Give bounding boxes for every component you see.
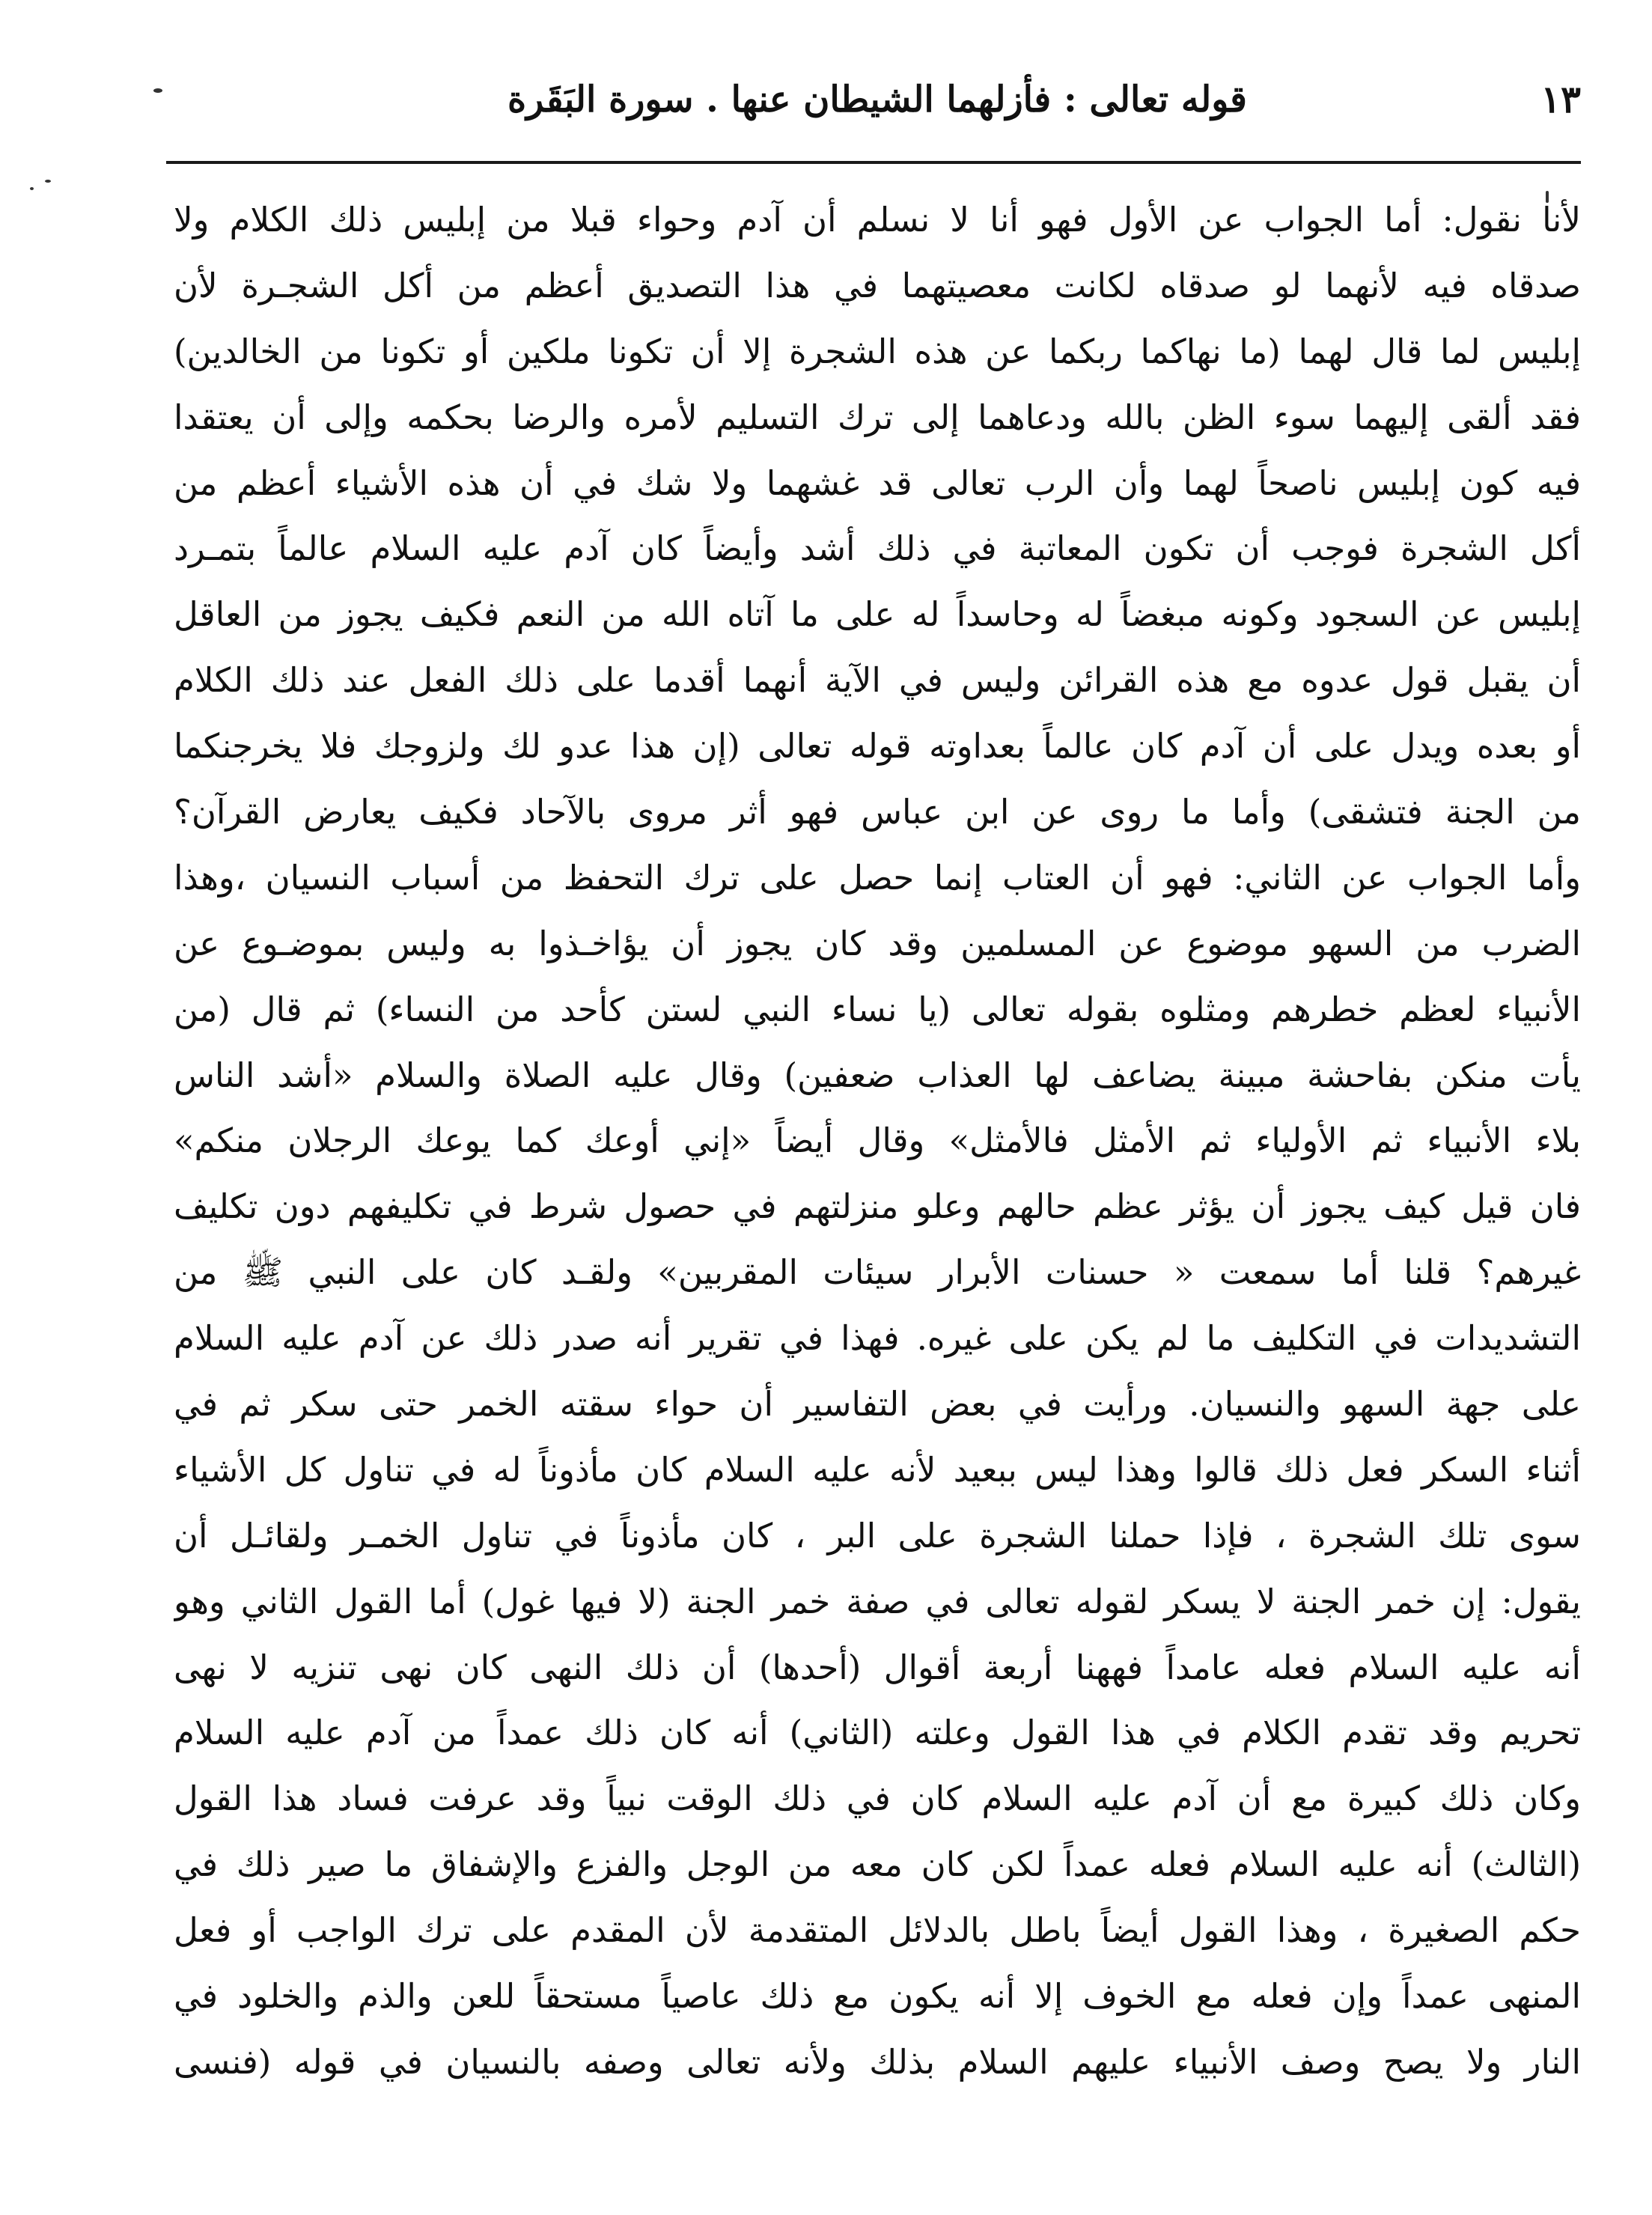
text-line: غيرهم؟ قلنا أما سمعت « حسنات الأبرار سيئات المقربين» ولقـد كان على النبي ﷺ من bbox=[174, 1252, 1581, 1293]
page-header bbox=[174, 66, 1581, 133]
text-line: (الثالث) أنه عليه السلام فعله عمداً لكن كان معه من الوجل والفزع والإشفاق ما صير ذلك في bbox=[174, 1844, 1581, 1885]
text-line: يقول: إن خمر الجنة لا يسكر لقوله تعالى في صفة خمر الجنة (لا فيها غول) أما القول الثاني وهو bbox=[174, 1581, 1581, 1621]
text-line: حكم الصغيرة ، وهذا القول أيضاً باطل بالدلائل المتقدمة لأن المقدم على ترك الواجب أو فعل bbox=[174, 1910, 1581, 1951]
text-line: أكل الشجرة فوجب أن تكون المعاتبة في ذلك أشد وأيضاً كان آدم عليه السلام عالماً بتمـرد bbox=[174, 528, 1581, 569]
text-line: أنه عليه السلام فعله عامداً فههنا أربعة أقوال (أحدها) أن ذلك النهى كان نهى تنزيه لا نهى bbox=[174, 1647, 1581, 1687]
text-line: إبليس لما قال لهما (ما نهاكما ربكما عن هذه الشجرة إلا أن تكونا ملكين أو تكونا من الخالدين) bbox=[174, 331, 1581, 371]
text-line: فقد ألقى إليهما سوء الظن بالله ودعاهما إلى ترك التسليم لأمره والرضا بحكمه وإلى أن يعتقدا bbox=[174, 397, 1581, 437]
text-line: تحريم وقد تقدم الكلام في هذا القول وعلته (الثاني) أنه كان ذلك عمداً من آدم عليه السلام bbox=[174, 1713, 1581, 1753]
text-line: على جهة السهو والنسيان. ورأيت في بعض التفاسير أن حواء سقته الخمر حتى سكر ثم في bbox=[174, 1384, 1581, 1425]
text-line: لأنا نقول: أما الجواب عن الأول فهو أنا لا نسلم أن آدم وحواء قبلا من إبليس ذلك الكلام ولا bbox=[174, 200, 1581, 240]
text-line: من الجنة فتشقى) وأما ما روى عن ابن عباس فهو أثر مروى بالآحاد فكيف يعارض القرآن؟ bbox=[174, 792, 1581, 832]
scan-speck bbox=[45, 180, 51, 183]
text-line: فان قيل كيف يجوز أن يؤثر عظم حالهم وعلو منزلتهم في حصول شرط في تكليفهم دون تكليف bbox=[174, 1186, 1581, 1227]
text-line: يأت منكن بفاحشة مبينة يضاعف لها العذاب ضعفين) وقال عليه الصلاة والسلام «أشد الناس bbox=[174, 1055, 1581, 1095]
text-line: المنهى عمداً وإن فعله مع الخوف إلا أنه يكون مع ذلك عاصياً مستحقاً للعن والذم والخلود في bbox=[174, 1976, 1581, 2017]
text-line: فيه كون إبليس ناصحاً لهما وأن الرب تعالى قد غشهما ولا شك في أن هذه الأشياء أعظم من bbox=[174, 463, 1581, 503]
text-line: وكان ذلك كبيرة مع أن آدم عليه السلام كان في ذلك الوقت نبياً وقد عرفت فساد هذا القول bbox=[174, 1779, 1581, 1819]
scan-speck bbox=[153, 88, 162, 93]
text-line: أن يقبل قول عدوه مع هذه القرائن وليس في الآية أنهما أقدما على ذلك الفعل عند ذلك الكلام bbox=[174, 660, 1581, 701]
scan-speck bbox=[30, 187, 34, 190]
text-line: بلاء الأنبياء ثم الأولياء ثم الأمثل فالأمثل» وقال أيضاً «إني أوعك كما يوعك الرجلان منكم» bbox=[174, 1121, 1581, 1161]
text-line: وأما الجواب عن الثاني: فهو أن العتاب إنما حصل على ترك التحفظ من أسباب النسيان ،وهذا bbox=[174, 857, 1581, 898]
text-line: الضرب من السهو موضوع عن المسلمين وقد كان يجوز أن يؤاخـذوا به وليس بموضـوع عن bbox=[174, 923, 1581, 963]
text-line: النار ولا يصح وصف الأنبياء عليهم السلام بذلك ولأنه تعالى وصفه بالنسيان في قوله (فنسى bbox=[174, 2041, 1581, 2082]
text-line: إبليس عن السجود وكونه مبغضاً له وحاسداً له على ما آتاه الله من النعم فكيف يجوز من العاقل bbox=[174, 594, 1581, 635]
running-title: قوله تعالى : فأزلهما الشيطان عنها . سورة البَقَرة bbox=[508, 79, 1247, 121]
text-line: الأنبياء لعظم خطرهم ومثلوه بقوله تعالى (يا نساء النبي لستن كأحد من النساء) ثم قال (من bbox=[174, 989, 1581, 1029]
text-line: صدقاه فيه لأنهما لو صدقاه لكانت معصيتهما في هذا التصديق أعظم من أكل الشجـرة لأن bbox=[174, 265, 1581, 305]
text-line: أو بعده ويدل على أن آدم كان عالماً بعداوته قوله تعالى (إن هذا عدو لك ولزوجك فلا يخرجنكما bbox=[174, 726, 1581, 767]
body-text bbox=[174, 187, 1581, 2095]
header-rule bbox=[166, 161, 1581, 164]
page-number: ١٣ bbox=[1540, 77, 1581, 121]
text-line: أثناء السكر فعل ذلك قالوا وهذا ليس ببعيد لأنه عليه السلام كان مأذوناً له في تناول كل الأشياء bbox=[174, 1449, 1581, 1490]
text-line: سوى تلك الشجرة ، فإذا حملنا الشجرة على البر ، كان مأذوناً في تناول الخمـر ولقائـل أن bbox=[174, 1515, 1581, 1556]
text-line: التشديدات في التكليف ما لم يكن على غيره. فهذا في تقرير أنه صدر ذلك عن آدم عليه السلام bbox=[174, 1318, 1581, 1359]
